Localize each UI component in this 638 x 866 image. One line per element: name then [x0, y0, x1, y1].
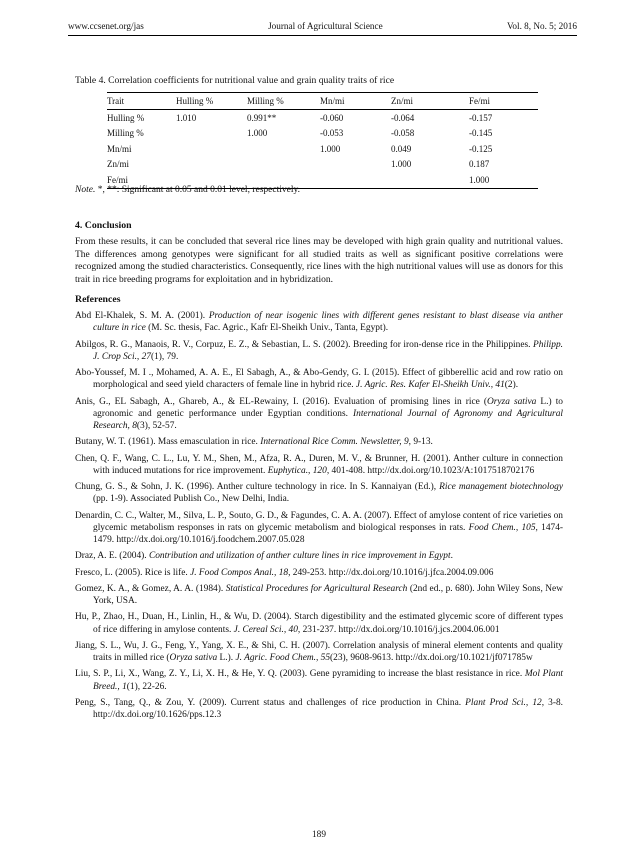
table-cell — [176, 126, 247, 142]
row-label: Hulling % — [107, 112, 145, 123]
table-note — [75, 185, 300, 195]
reference-entry — [75, 310, 563, 334]
reference-entry — [75, 436, 563, 448]
reference-italic: J. Agric. Res. Kafer El-Sheikh Univ., 41 — [355, 380, 505, 391]
reference-text: , 1474-1479. http://dx.doi.org/10.1016/j.foodchem.2007.05.028 — [93, 522, 564, 545]
reference-italic: Plant Prod Sci., 12 — [465, 697, 542, 708]
table-cell — [247, 141, 320, 157]
table-cell: -0.053 — [320, 128, 344, 139]
reference-text: (23), 9608-9613. http://dx.doi.org/10.1021/jf071785w — [330, 653, 533, 663]
table-cell: 0.991** — [247, 112, 277, 123]
table-cell: 0.187 — [469, 159, 490, 170]
reference-text: , 9-13. — [408, 437, 433, 448]
reference-text: , 249-253. http://dx.doi.org/10.1016/j.jfca.2004.09.006 — [288, 567, 494, 578]
reference-entry — [75, 396, 563, 433]
table-cell: 1.000 — [391, 159, 412, 170]
table-cell: -0.058 — [391, 128, 415, 139]
reference-italic: J. Cereal Sci., 40 — [233, 624, 298, 635]
reference-text: Abilgos, R. G., Manaois, R. V., Corpuz, E. Z., & Sebastian, L. S. (2002). Breeding for iron-dense rice in the Philippines. — [75, 339, 534, 350]
reference-text: Abd El-Khalek, S. M. A. (2001). — [75, 311, 209, 321]
table-row — [107, 141, 538, 157]
reference-text: , 231-237. http://dx.doi.org/10.1016/j.jcs.2004.06.001 — [297, 624, 500, 635]
reference-entry — [75, 481, 563, 505]
row-label: Mn/mi — [107, 143, 132, 154]
table-cell: 0.049 — [391, 143, 412, 154]
table-cell: -0.064 — [391, 112, 415, 123]
column-header: Mn/mi — [320, 93, 391, 110]
reference-italic: Oryza sativa — [486, 396, 537, 407]
column-header: Trait — [107, 93, 176, 110]
reference-entry — [75, 668, 563, 692]
correlation-table — [107, 92, 538, 189]
table-cell — [391, 172, 469, 188]
column-header: Fe/mi — [469, 93, 538, 110]
table-cell: -0.125 — [469, 143, 493, 154]
reference-italic: Production of near isogenic lines with different genes resistant to blast disease via anther culture in rice — [93, 311, 564, 334]
table-cell: 1.000 — [469, 172, 538, 188]
reference-text: Fresco, L. (2005). Rice is life. — [75, 567, 191, 578]
table-cell — [176, 157, 247, 173]
reference-entry — [75, 640, 563, 664]
reference-italic: Euphytica., 120 — [267, 465, 327, 476]
column-header: Zn/mi — [391, 93, 469, 110]
table-cell — [320, 172, 391, 188]
reference-entry — [75, 550, 563, 562]
reference-italic: Rice management biotechnology — [439, 482, 563, 492]
reference-text: Anis, G., EL Sabagh, A., Ghareb, A., & EL-Rewainy, I. (2016). Evaluation of promising lines in rice ( — [75, 396, 487, 407]
header-rule — [68, 35, 577, 36]
table-row — [107, 110, 538, 126]
reference-text: (1), 22-26. — [126, 681, 167, 692]
header-journal: Journal of Agricultural Science — [268, 21, 383, 31]
reference-text: Liu, S. P., Li, X., Wang, Z. Y., Li, X. H., & He, Y. Q. (2003). Gene pyramiding to increase the blast resistance in rice. — [75, 669, 525, 680]
reference-italic: Food Chem., 105 — [468, 522, 536, 533]
reference-text: . — [450, 551, 453, 562]
reference-entry — [75, 367, 563, 391]
running-header — [68, 21, 577, 31]
header-volume: Vol. 8, No. 5; 2016 — [506, 21, 577, 31]
conclusion-heading: 4. Conclusion — [75, 220, 132, 231]
reference-entry — [75, 453, 563, 477]
reference-italic: Contribution and utilization of anther culture lines in rice improvement in Egypt — [148, 551, 451, 562]
reference-italic: International Journal of Agronomy and Agricultural Research, 8 — [93, 408, 563, 431]
reference-text: Butany, W. T. (1961). Mass emasculation in rice. — [75, 437, 261, 448]
reference-entry — [75, 510, 563, 547]
table-cell: -0.157 — [469, 112, 493, 123]
reference-italic: Statistical Procedures for Agricultural Research — [225, 583, 408, 594]
row-label: Zn/mi — [107, 159, 129, 170]
reference-entry — [75, 339, 563, 363]
references-list — [75, 310, 563, 725]
page-number: 189 — [312, 830, 326, 840]
reference-entry — [75, 567, 563, 579]
table-cell — [176, 141, 247, 157]
table-row — [107, 157, 538, 173]
column-header: Milling % — [247, 93, 320, 110]
reference-text: Chung, G. S., & Sohn, J. K. (1996). Anther culture technology in rice. In S. Kannaiyan (Ed.), — [75, 482, 440, 492]
reference-text: Jiang, S. L., Wu, J. G., Feng, Y., Yang, X. E., & Shi, C. H. (2007). Correlation analysis of mineral element contents and quality traits in milled rice ( — [75, 640, 563, 663]
reference-text: Denardin, C. C., Walter, M., Silva, L. P., Souto, G. D., & Fagundes, C. A. A. (2007). Effect of amylose content of rice varieties on glycemic metabolism responses in rats on glycemic metabolism and biological responses in rats. — [75, 510, 563, 533]
table-cell: -0.060 — [320, 112, 344, 123]
note-label: Note. — [75, 185, 96, 195]
reference-text: (3), 52-57. — [136, 420, 177, 431]
reference-text: Chen, Q. F., Wang, C. L., Lu, Y. M., Shen, M., Afza, R. A., Duren, M. V., & Brunner, H. (2001). Anther culture in connection with induced mutations for rice improvement. — [75, 453, 563, 476]
table-cell: 1.000 — [320, 143, 341, 154]
references-heading: References — [75, 294, 121, 305]
reference-text: , 3-8. http://dx.doi.org/10.1626/pps.12.3 — [93, 697, 563, 720]
reference-italic: Mol Plant Breed., 1 — [93, 669, 563, 692]
reference-entry — [75, 611, 563, 635]
reference-text: (1), 79. — [150, 351, 179, 362]
table-row — [107, 126, 538, 142]
row-label: Milling % — [107, 128, 144, 139]
reference-entry — [75, 697, 563, 721]
reference-text: Gomez, K. A., & Gomez, A. A. (1984). — [75, 583, 226, 594]
reference-entry — [75, 583, 563, 607]
reference-text: (2). — [504, 380, 519, 391]
reference-italic: Oryza sativa — [169, 653, 218, 663]
reference-text: (M. Sc. thesis, Fac. Agric., Kafr El-Sheikh Univ., Tanta, Egypt). — [145, 323, 389, 334]
table-caption: Table 4. Correlation coefficients for nutritional value and grain quality traits of rice — [75, 75, 395, 86]
reference-italic: J. Agric. Food Chem., 55 — [235, 653, 331, 663]
table-cell: -0.145 — [469, 128, 493, 139]
reference-text: Draz, A. E. (2004). — [75, 551, 149, 562]
table-body — [107, 110, 538, 189]
reference-text: L.) to agronomic and genetic performance under Egyptian conditions. — [93, 396, 563, 419]
table-cell — [247, 157, 320, 173]
reference-text: Abo-Youssef, M. I ., Mohamed, A. A. E., El Sabagh, A., & Abo-Gendy, G. I. (2015). Effect of gibberellic acid and row ratio on morphological and seed yield characters of female line in hybrid rice. — [75, 368, 563, 391]
header-url[interactable]: www.ccsenet.org/jas — [68, 21, 144, 31]
column-header: Hulling % — [176, 93, 247, 110]
reference-text: Hu, P., Zhao, H., Duan, H., Linlin, H., & Wu, D. (2004). Starch digestibility and the estimated glycemic score of different types of rice differing in amylose contents. — [75, 612, 563, 635]
table-cell — [320, 157, 391, 173]
reference-italic: J. Food Compos Anal., 18 — [190, 567, 289, 578]
reference-italic: Philipp. J. Crop Sci., 27 — [93, 339, 563, 362]
reference-text: (pp. 1-9). Associated Publish Co., New Delhi, India. — [93, 494, 290, 505]
reference-text: L.). — [217, 653, 236, 663]
table-cell: 1.000 — [247, 128, 268, 139]
reference-text: Peng, S., Tang, Q., & Zou, Y. (2009). Current status and challenges of rice production in China. — [75, 697, 466, 708]
reference-text: , 401-408. http://dx.doi.org/10.1023/A:1017518702176 — [326, 465, 535, 476]
table-cell: 1.010 — [176, 112, 197, 123]
reference-italic: International Rice Comm. Newsletter, 9 — [260, 437, 409, 448]
note-text: *, **: Significant at 0.05 and 0.01 level, respectively. — [95, 185, 300, 195]
table-header-row — [107, 93, 538, 110]
reference-text: (2nd ed., p. 680). John Wiley Sons, New York, USA. — [93, 583, 563, 606]
row-label: Fe/mi — [107, 172, 176, 188]
conclusion-paragraph: From these results, it can be concluded that several rice lines may be developed with high grain quality and nutritional values. The differences among genotypes were significant for all studied traits as well as significant positive correlations were recognized among the studied characteristics. Consequently, rice lines with the high nutritional values will use as donors for this trait in rice breeding programs for exploitation and in hybridization. — [75, 237, 563, 285]
